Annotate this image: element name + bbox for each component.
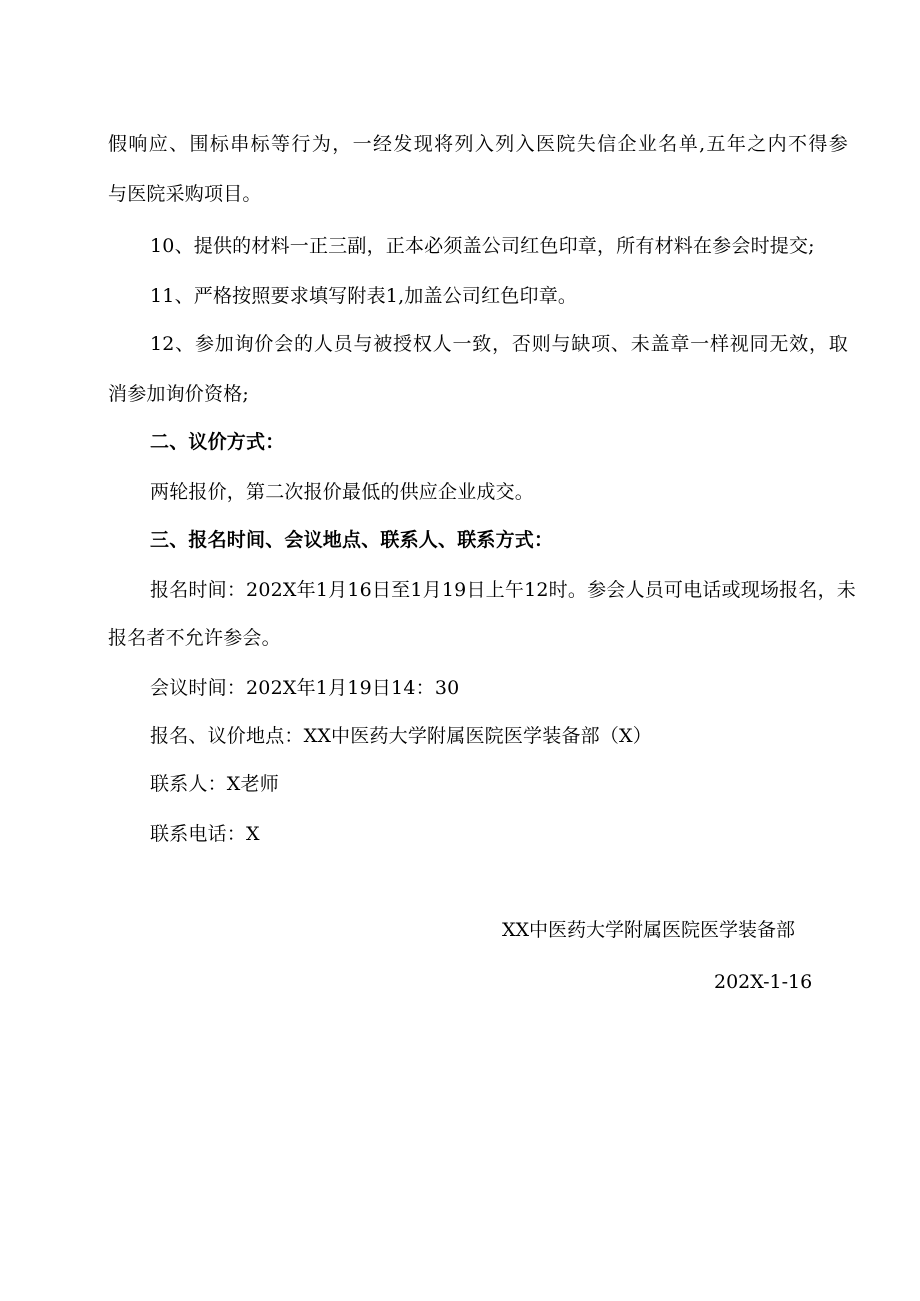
section-heading-bargaining: 二、议价方式： <box>150 431 285 453</box>
item-11: 11、严格按照要求填写附表1,加盖公司红色印章。 <box>150 285 578 307</box>
contact-phone: 联系电话：X <box>150 823 260 845</box>
bargaining-method: 两轮报价，第二次报价最低的供应企业成交。 <box>150 481 535 503</box>
paragraph-line: 与医院采购项目。 <box>108 183 262 205</box>
paragraph-line: 报名者不允许参会。 <box>108 627 281 649</box>
paragraph-line: 假响应、围标串标等行为，一经发现将列入列入医院失信企业名单,五年之内不得参 <box>108 133 848 155</box>
section-heading-registration: 三、报名时间、会议地点、联系人、联系方式： <box>150 529 554 551</box>
signature-date: 202X-1-16 <box>714 971 813 993</box>
meeting-location: 报名、议价地点：XX中医药大学附属医院医学装备部（X） <box>150 725 652 747</box>
item-12: 12、参加询价会的人员与被授权人一致，否则与缺项、未盖章一样视同无效，取 <box>150 333 848 355</box>
registration-time: 报名时间：202X年1月16日至1月19日上午12时。参会人员可电话或现场报名，未 <box>150 579 856 601</box>
item-10: 10、提供的材料一正三副，正本必须盖公司红色印章，所有材料在参会时提交; <box>150 235 815 257</box>
signature-organization: XX中医药大学附属医院医学装备部 <box>502 919 796 941</box>
meeting-time: 会议时间：202X年1月19日14：30 <box>150 677 460 699</box>
paragraph-line: 消参加询价资格; <box>108 383 250 405</box>
contact-person: 联系人：X老师 <box>150 773 279 795</box>
